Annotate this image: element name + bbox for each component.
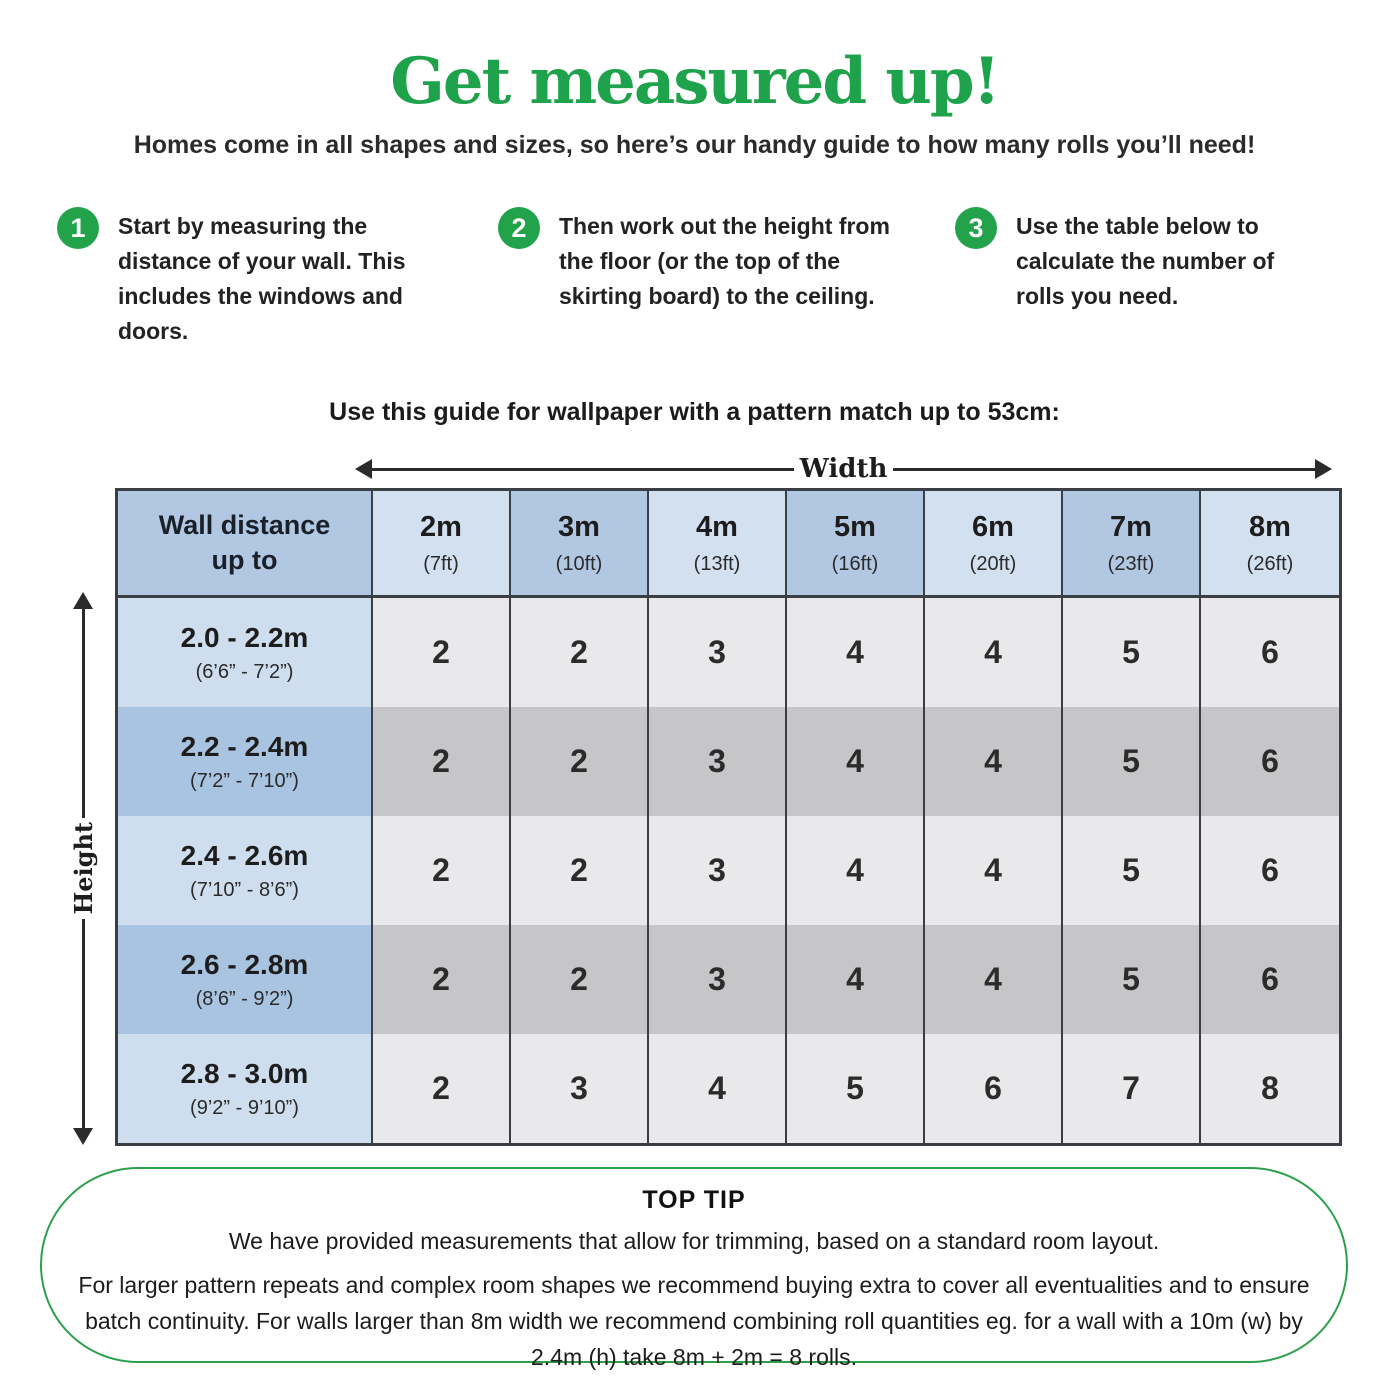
step-1 bbox=[57, 207, 432, 349]
rolls-lookup-table bbox=[115, 488, 1342, 1146]
row-range-imperial: (7’10” - 8’6”) bbox=[190, 878, 299, 901]
rolls-count-cell: 3 bbox=[649, 925, 787, 1034]
rolls-count-cell: 3 bbox=[511, 1034, 649, 1143]
corner-header-cell bbox=[118, 491, 373, 598]
column-width-imperial: (26ft) bbox=[1246, 552, 1294, 575]
row-range-imperial: (9’2” - 9’10”) bbox=[190, 1096, 299, 1119]
arrow-left-icon bbox=[355, 459, 372, 479]
column-width-metric: 4m bbox=[696, 510, 738, 543]
row-header bbox=[118, 925, 373, 1034]
rolls-count-cell: 4 bbox=[787, 925, 925, 1034]
column-width-imperial: (10ft) bbox=[555, 552, 603, 575]
column-width-imperial: (7ft) bbox=[423, 552, 459, 575]
step-3 bbox=[955, 207, 1320, 314]
row-range-imperial: (8’6” - 9’2”) bbox=[195, 987, 294, 1010]
rolls-count-cell: 4 bbox=[925, 598, 1063, 707]
column-header-5m bbox=[787, 491, 925, 598]
height-axis-label: Height bbox=[68, 822, 98, 915]
column-header-8m bbox=[1201, 491, 1339, 598]
rolls-count-cell: 3 bbox=[649, 707, 787, 816]
column-width-imperial: (13ft) bbox=[693, 552, 741, 575]
width-axis-label: Width bbox=[799, 454, 888, 484]
step-2-number-badge: 2 bbox=[498, 207, 540, 249]
step-1-number-badge: 1 bbox=[57, 207, 99, 249]
corner-header-text: Wall distance up to bbox=[158, 510, 331, 575]
height-axis-arrow bbox=[68, 592, 98, 1145]
rolls-count-cell: 5 bbox=[1063, 707, 1201, 816]
row-header bbox=[118, 707, 373, 816]
column-width-metric: 3m bbox=[558, 510, 600, 543]
rolls-count-cell: 5 bbox=[1063, 925, 1201, 1034]
row-range-metric: 2.2 - 2.4m bbox=[180, 730, 309, 762]
table-guide-heading: Use this guide for wallpaper with a pattern match up to 53cm: bbox=[329, 398, 1060, 426]
rolls-count-cell: 2 bbox=[373, 925, 511, 1034]
column-header-2m bbox=[373, 491, 511, 598]
rolls-count-cell: 4 bbox=[925, 707, 1063, 816]
rolls-count-cell: 6 bbox=[1201, 707, 1339, 816]
arrow-up-icon bbox=[73, 592, 93, 609]
column-header-7m bbox=[1063, 491, 1201, 598]
rolls-count-cell: 6 bbox=[1201, 816, 1339, 925]
arrow-line bbox=[82, 919, 85, 1128]
rolls-count-cell: 2 bbox=[373, 816, 511, 925]
top-tip-line1: We have provided measurements that allow for trimming, based on a standard room layout. bbox=[228, 1228, 1160, 1254]
top-tip-line2: For larger pattern repeats and complex room shapes we recommend buying extra to cover all eventualities and to ensure batch continuity. For walls larger than 8m width we recommend combining roll quantities eg. for a wall with a 10m (w) by 2.4m (h) take 8m + 2m = 8 rolls. bbox=[78, 1272, 1310, 1370]
rolls-count-cell: 6 bbox=[1201, 598, 1339, 707]
rolls-count-cell: 4 bbox=[925, 816, 1063, 925]
row-header bbox=[118, 1034, 373, 1143]
arrow-line bbox=[82, 609, 85, 818]
arrow-line bbox=[893, 468, 1315, 471]
rolls-count-cell: 2 bbox=[373, 707, 511, 816]
row-range-metric: 2.4 - 2.6m bbox=[180, 839, 309, 871]
rolls-count-cell: 2 bbox=[373, 1034, 511, 1143]
column-width-metric: 2m bbox=[420, 510, 462, 543]
top-tip-title: TOP TIP bbox=[642, 1186, 746, 1214]
column-width-metric: 6m bbox=[972, 510, 1014, 543]
rolls-count-cell: 4 bbox=[787, 598, 925, 707]
step-2 bbox=[498, 207, 903, 314]
rolls-count-cell: 2 bbox=[511, 707, 649, 816]
rolls-count-cell: 2 bbox=[511, 598, 649, 707]
row-range-imperial: (6’6” - 7’2”) bbox=[195, 660, 294, 683]
rolls-count-cell: 5 bbox=[1063, 598, 1201, 707]
page-title: Get measured up! bbox=[390, 44, 999, 119]
row-range-metric: 2.0 - 2.2m bbox=[180, 621, 309, 653]
step-1-text: Start by measuring the distance of your wall. This includes the windows and doors. bbox=[118, 213, 406, 344]
rolls-count-cell: 6 bbox=[1201, 925, 1339, 1034]
row-range-metric: 2.8 - 3.0m bbox=[180, 1057, 309, 1089]
rolls-count-cell: 5 bbox=[1063, 816, 1201, 925]
rolls-count-cell: 8 bbox=[1201, 1034, 1339, 1143]
column-width-metric: 8m bbox=[1249, 510, 1291, 543]
row-range-metric: 2.6 - 2.8m bbox=[180, 948, 309, 980]
step-2-text: Then work out the height from the floor (or the top of the skirting board) to the ceiling. bbox=[559, 213, 890, 309]
row-range-imperial: (7’2” - 7’10”) bbox=[190, 769, 299, 792]
row-header bbox=[118, 816, 373, 925]
column-width-imperial: (16ft) bbox=[831, 552, 879, 575]
column-width-metric: 7m bbox=[1110, 510, 1152, 543]
rolls-count-cell: 4 bbox=[925, 925, 1063, 1034]
column-width-metric: 5m bbox=[834, 510, 876, 543]
width-axis-arrow bbox=[355, 456, 1332, 482]
rolls-count-cell: 2 bbox=[511, 925, 649, 1034]
column-header-4m bbox=[649, 491, 787, 598]
row-header bbox=[118, 598, 373, 707]
rolls-count-cell: 4 bbox=[787, 816, 925, 925]
page-subtitle: Homes come in all shapes and sizes, so here’s our handy guide to how many rolls you’ll need! bbox=[133, 131, 1256, 159]
rolls-count-cell: 5 bbox=[787, 1034, 925, 1143]
arrow-right-icon bbox=[1315, 459, 1332, 479]
rolls-count-cell: 6 bbox=[925, 1034, 1063, 1143]
column-width-imperial: (23ft) bbox=[1107, 552, 1155, 575]
rolls-count-cell: 4 bbox=[649, 1034, 787, 1143]
rolls-count-cell: 7 bbox=[1063, 1034, 1201, 1143]
rolls-count-cell: 3 bbox=[649, 816, 787, 925]
step-3-number-badge: 3 bbox=[955, 207, 997, 249]
column-header-3m bbox=[511, 491, 649, 598]
rolls-count-cell: 3 bbox=[649, 598, 787, 707]
column-header-6m bbox=[925, 491, 1063, 598]
rolls-count-cell: 2 bbox=[511, 816, 649, 925]
rolls-count-cell: 4 bbox=[787, 707, 925, 816]
column-width-imperial: (20ft) bbox=[969, 552, 1017, 575]
top-tip-box bbox=[40, 1167, 1348, 1370]
rolls-count-cell: 2 bbox=[373, 598, 511, 707]
step-3-text: Use the table below to calculate the number of rolls you need. bbox=[1016, 213, 1275, 309]
arrow-down-icon bbox=[73, 1128, 93, 1145]
arrow-line bbox=[372, 468, 794, 471]
